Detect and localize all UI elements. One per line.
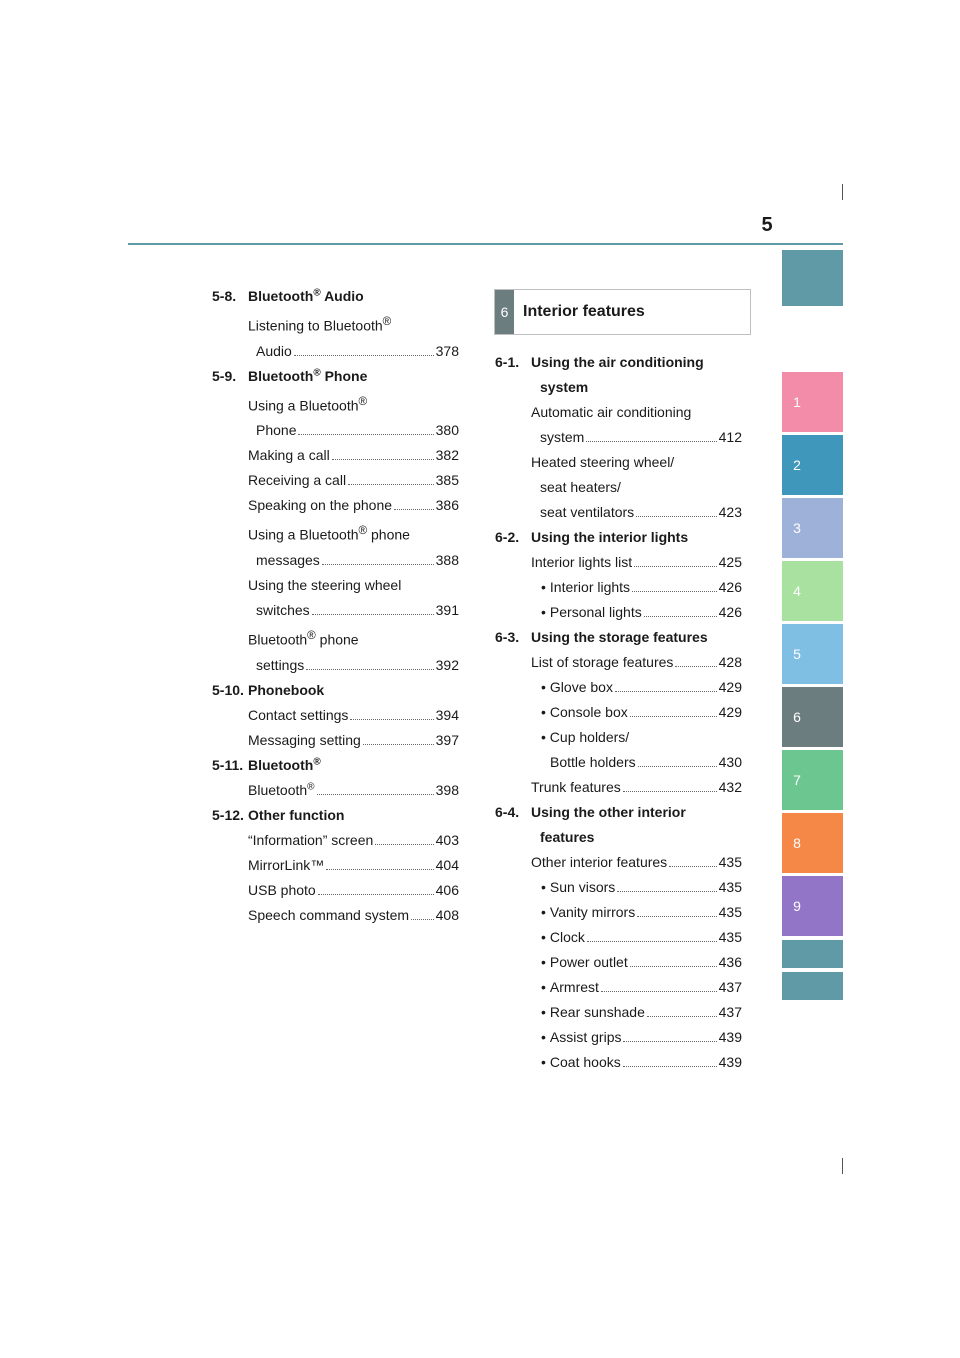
leader-dots [294, 355, 434, 356]
entry-vanity-mirrors[interactable]: • Vanity mirrors 435 [541, 904, 742, 920]
tab-chapter-3[interactable]: 3 [782, 498, 843, 558]
page-number: 5 [761, 214, 773, 236]
section-6-2[interactable]: 6-2. Using the interior lights [495, 529, 689, 545]
entry-messaging-setting[interactable]: Messaging setting 397 [248, 731, 459, 748]
entry-interior-lights-list[interactable]: Interior lights list 425 [531, 554, 742, 570]
entry-heated-line2: seat heaters/ [540, 479, 621, 495]
entry-information-screen[interactable]: “Information” screen 403 [248, 831, 459, 848]
entry-contact-settings[interactable]: Contact settings 394 [248, 706, 459, 723]
entry-auto-ac[interactable]: system 412 [540, 429, 742, 445]
section-5-12[interactable]: 5-12. Other function [212, 806, 345, 823]
header-rule [128, 243, 843, 245]
tab-chapter-8[interactable]: 8 [782, 813, 843, 873]
entry-messages-line1[interactable]: Using a Bluetooth® phone [248, 524, 410, 543]
chapter-number-chip: 6 [495, 290, 514, 334]
entry-using-phone[interactable]: Phone 380 [256, 422, 459, 439]
entry-assist-grips[interactable]: • Assist grips 439 [541, 1029, 742, 1045]
entry-storage-list[interactable]: List of storage features 428 [531, 654, 742, 670]
section-6-4[interactable]: 6-4. Using the other interior [495, 804, 686, 820]
entry-listening[interactable]: Audio 378 [256, 342, 459, 359]
tab-bottom-blank-2[interactable] [782, 972, 843, 1000]
tab-chapter-1[interactable]: 1 [782, 372, 843, 432]
section-6-3[interactable]: 6-3. Using the storage features [495, 629, 708, 645]
entry-auto-ac-line1[interactable]: Automatic air conditioning [531, 404, 692, 420]
section-5-8[interactable]: 5-8. Bluetooth® Audio [212, 287, 364, 304]
tab-bottom-blank-1[interactable] [782, 940, 843, 968]
section-5-9[interactable]: 5-9. Bluetooth® Phone [212, 367, 368, 384]
entry-listening-line1[interactable]: Listening to Bluetooth® [248, 315, 392, 334]
entry-clock[interactable]: • Clock 435 [541, 929, 742, 945]
tab-top-blank[interactable] [782, 250, 843, 306]
entry-steering[interactable]: switches 391 [256, 601, 459, 618]
entry-receiving-call[interactable]: Receiving a call 385 [248, 472, 459, 489]
entry-power-outlet[interactable]: • Power outlet 436 [541, 954, 742, 970]
entry-glove-box[interactable]: • Glove box 429 [541, 679, 742, 695]
entry-mirrorlink[interactable]: MirrorLink™ 404 [248, 856, 459, 873]
toc-right-column [495, 350, 742, 1075]
entry-heated-line1[interactable]: Heated steering wheel/ [531, 454, 675, 470]
entry-console-box[interactable]: • Console box 429 [541, 704, 742, 720]
entry-sun-visors[interactable]: • Sun visors 435 [541, 879, 742, 895]
tab-chapter-7[interactable]: 7 [782, 750, 843, 810]
entry-other-interior[interactable]: Other interior features 435 [531, 854, 742, 870]
entry-using-phone-line1[interactable]: Using a Bluetooth® [248, 394, 368, 414]
entry-steering-line1[interactable]: Using the steering wheel [248, 576, 402, 593]
tab-chapter-5[interactable]: 5 [782, 624, 843, 684]
entry-coat-hooks[interactable]: • Coat hooks 439 [541, 1054, 742, 1070]
chapter-title: Interior features [523, 303, 645, 320]
section-5-10[interactable]: 5-10. Phonebook [212, 681, 325, 698]
tab-chapter-6[interactable]: 6 [782, 687, 843, 747]
entry-interior-lights[interactable]: • Interior lights 426 [541, 579, 742, 595]
entry-cup-holders[interactable]: Bottle holders 430 [550, 754, 742, 770]
entry-personal-lights[interactable]: • Personal lights 426 [541, 604, 742, 620]
crop-mark-bottom [842, 1158, 843, 1174]
section-5-11[interactable]: 5-11. Bluetooth® [212, 755, 321, 773]
entry-speaking[interactable]: Speaking on the phone 386 [248, 497, 459, 514]
entry-speech-command[interactable]: Speech command system 408 [248, 906, 459, 923]
entry-bluetooth[interactable]: Bluetooth® 398 [248, 780, 459, 798]
section-6-1-line2: system [540, 379, 589, 395]
entry-usb-photo[interactable]: USB photo 406 [248, 881, 459, 898]
entry-armrest[interactable]: • Armrest 437 [541, 979, 742, 995]
section-6-4-line2: features [540, 829, 595, 845]
entry-phone-settings[interactable]: settings 392 [256, 656, 459, 673]
section-6-1[interactable]: 6-1. Using the air conditioning [495, 354, 704, 370]
entry-trunk-features[interactable]: Trunk features 432 [531, 779, 742, 795]
crop-mark-top [842, 184, 843, 200]
chapter-heading[interactable] [494, 289, 751, 335]
entry-rear-sunshade[interactable]: • Rear sunshade 437 [541, 1004, 742, 1020]
entry-making-call[interactable]: Making a call 382 [248, 447, 459, 464]
tab-chapter-4[interactable]: 4 [782, 561, 843, 621]
tab-chapter-9[interactable]: 9 [782, 876, 843, 936]
entry-messages[interactable]: messages 388 [256, 551, 459, 568]
entry-cup-holders-line1[interactable]: • Cup holders/ [541, 729, 630, 745]
entry-phone-settings-line1[interactable]: Bluetooth® phone [248, 628, 359, 648]
tab-chapter-2[interactable]: 2 [782, 435, 843, 495]
entry-heated[interactable]: seat ventilators 423 [540, 504, 742, 520]
toc-left-column [212, 284, 459, 928]
